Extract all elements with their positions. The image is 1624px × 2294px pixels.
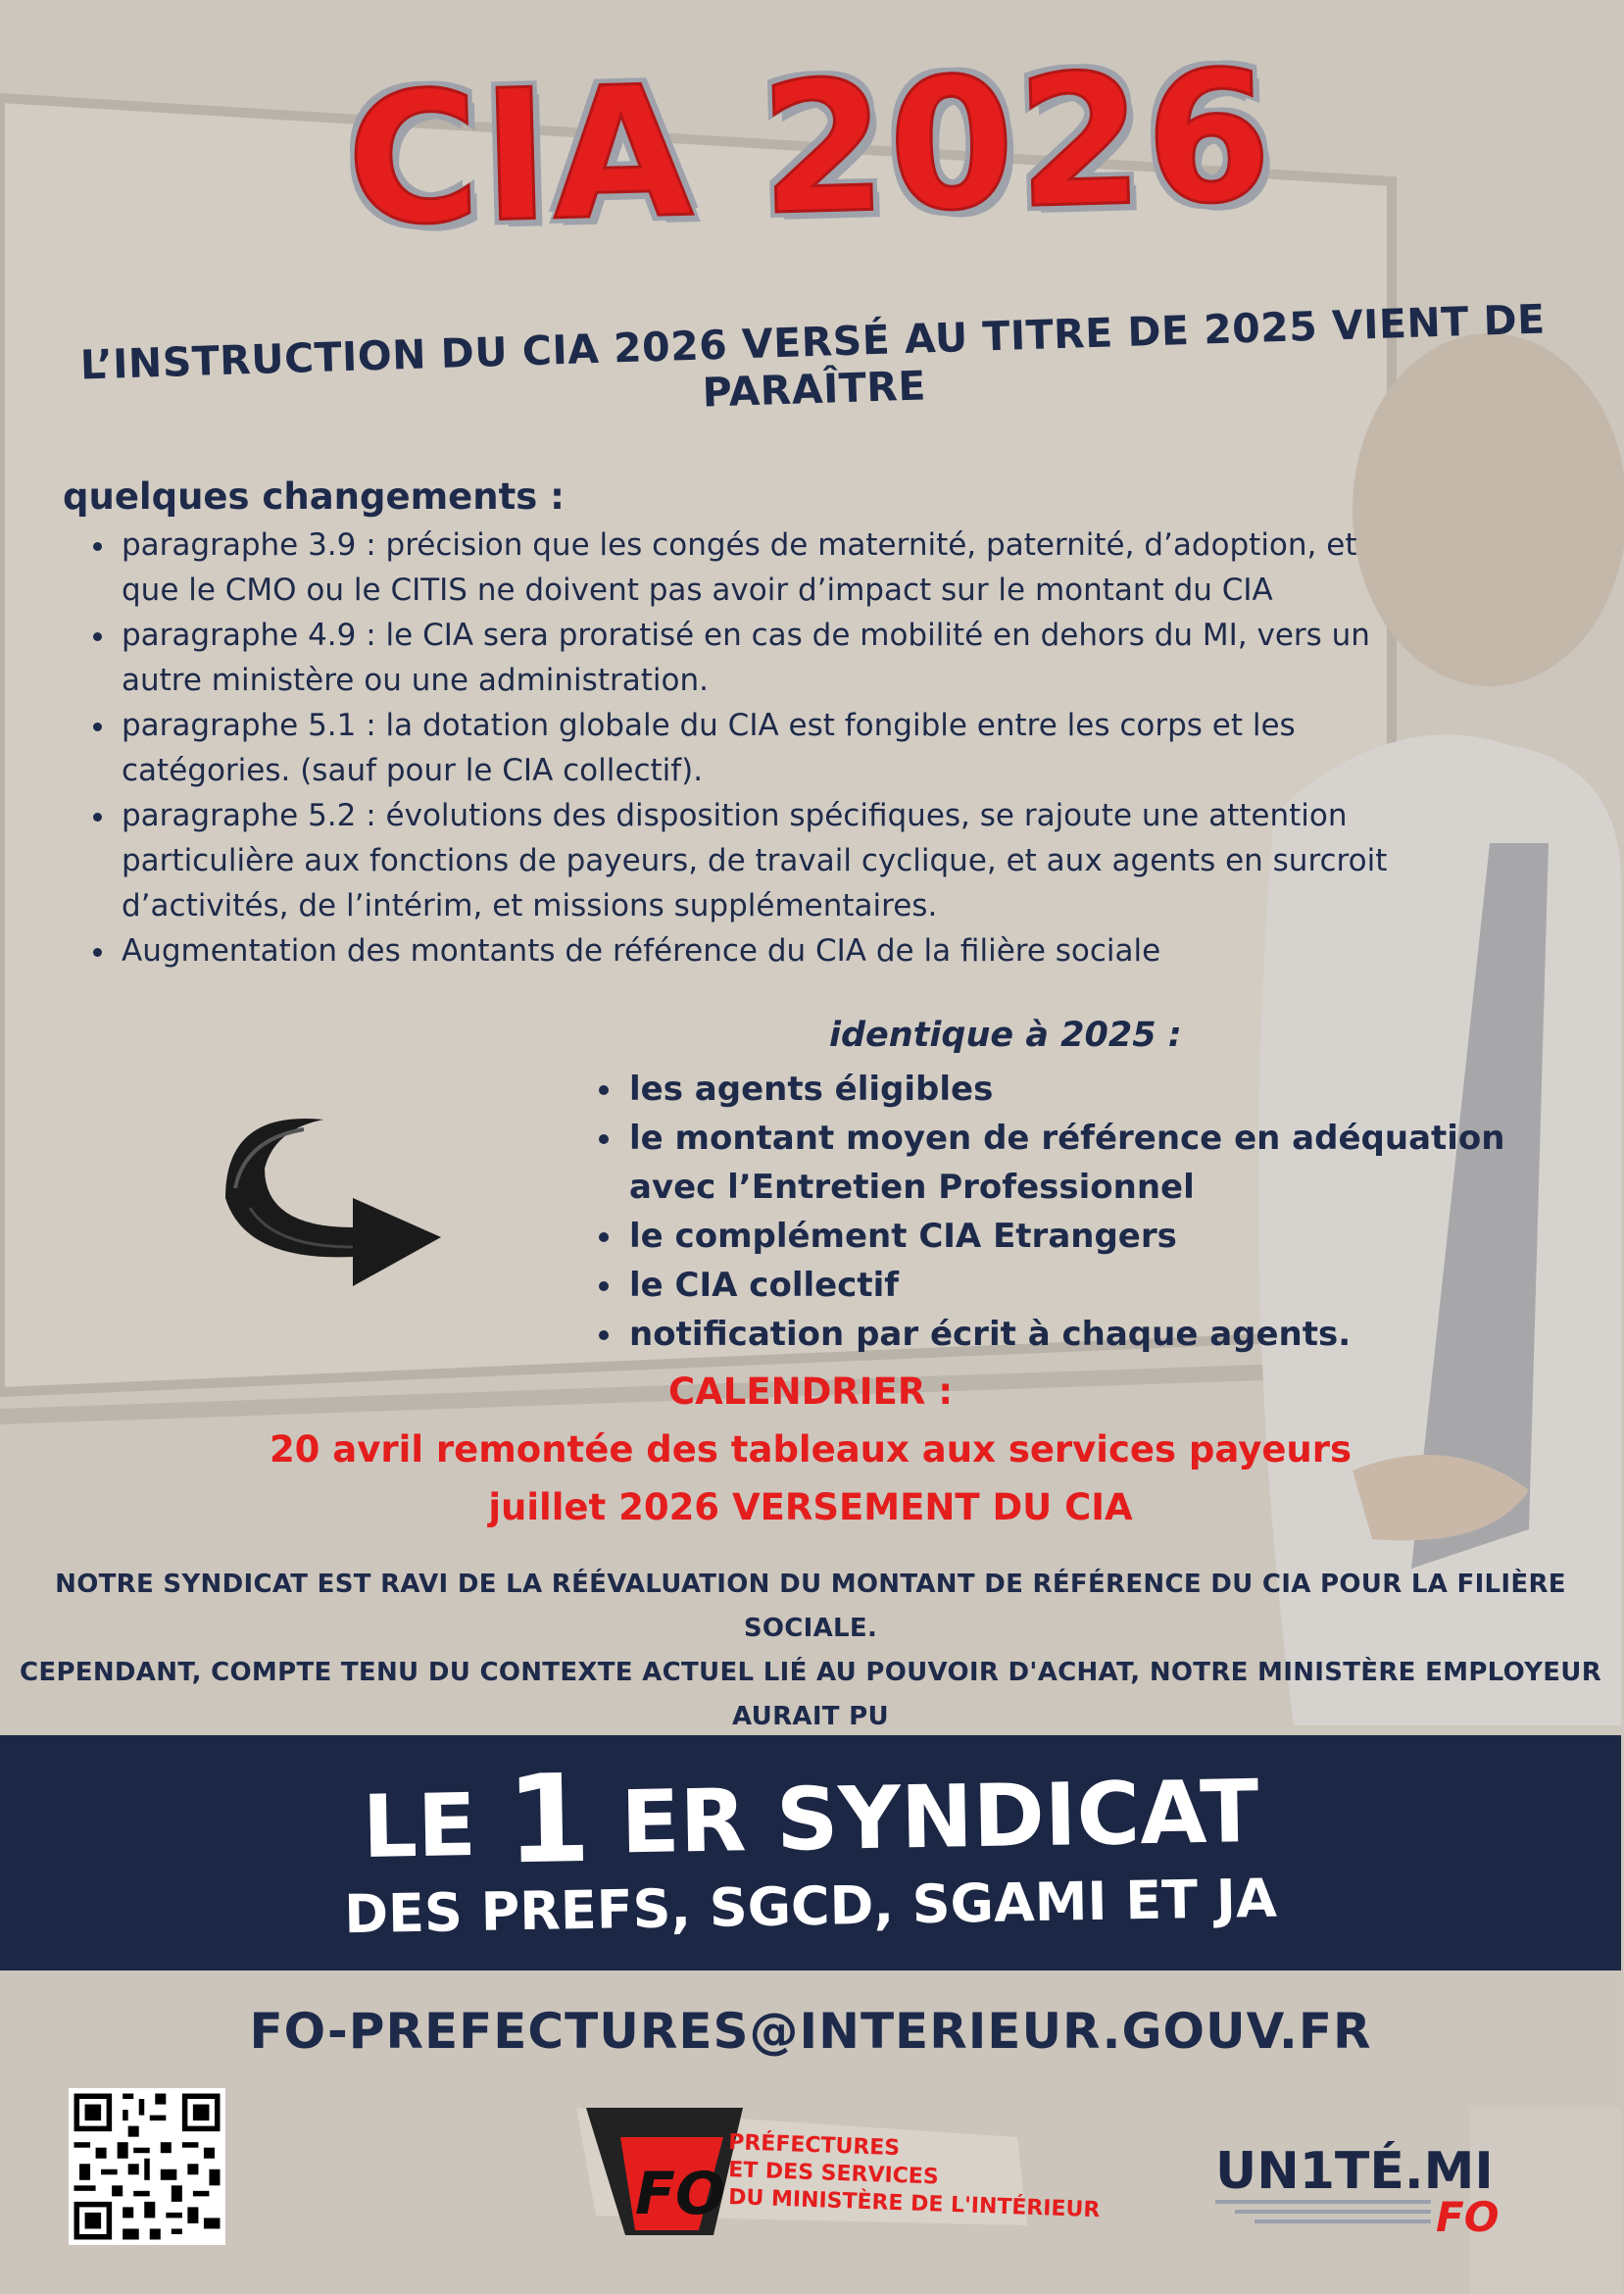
calendar-line-1: 20 avril remontée des tableaux aux services payeurs [269,1428,1353,1471]
curved-arrow-icon [206,1090,451,1286]
svg-text:FO: FO [1436,2193,1500,2241]
list-item: • le CIA collectif [625,1261,1507,1310]
banner-prefix: LE [361,1773,477,1877]
list-item: • le montant moyen de référence en adéquation avec l’Entretien Professionnel [625,1114,1507,1212]
banner-suffix: ER SYNDICAT [619,1761,1260,1873]
list-item: • paragraphe 3.9 : précision que les congés de maternité, paternité, d’adoption, et que le CMO ou le CITIS ne doivent pas avoir d’impact sur le montant du CIA [118,523,1411,613]
changes-heading: quelques changements : [63,475,565,518]
list-item: • notification par écrit à chaque agents. [625,1310,1507,1359]
banner-subline: DES PREFS, SGCD, SGAMI ET JA [343,1867,1278,1946]
svg-text:ET DES SERVICES: ET DES SERVICES [727,2158,940,2190]
list-item: • paragraphe 5.1 : la dotation globale du CIA est fongible entre les corps et les catégories. (sauf pour le CIA collectif). [118,703,1411,793]
unite-mi-logo [1215,2137,1509,2255]
statement-line: NOTRE SYNDICAT EST RAVI DE LA RÉÉVALUATION DU MONTANT DE RÉFÉRENCE DU CIA POUR LA FILIÈRE SOCIALE. [55,1570,1566,1643]
subtitle: L’INSTRUCTION DU CIA 2026 VERSÉ AU TITRE DE 2025 VIENT DE PARAÎTRE [79,295,1547,417]
list-item: • paragraphe 5.2 : évolutions des disposition spécifiques, se rajoute une attention particulière aux fonctions de payeurs, de travail cyclique, et aux agents en surcroit d’activités, de l’intérim, et missions supplémentaires. [118,793,1411,928]
qr-code-icon[interactable] [69,2088,225,2245]
changes-list [80,523,1411,973]
contact-email[interactable]: FO-PREFECTURES@INTERIEUR.GOUV.FR [249,2003,1372,2060]
page-title: CIA 2026 [344,31,1277,267]
list-item: • paragraphe 4.9 : le CIA sera proratisé en cas de mobilité en dehors du MI, vers un autre ministère ou une administration. [118,613,1411,703]
fo-prefectures-logo [566,2088,1101,2245]
calendar-line-2: juillet 2026 VERSEMENT DU CIA [488,1486,1133,1528]
same-list [588,1065,1507,1359]
list-item: • le complément CIA Etrangers [625,1212,1507,1261]
statement-line: CEPENDANT, COMPTE TENU DU CONTEXTE ACTUEL LIÉ AU POUVOIR D'ACHAT, NOTRE MINISTÈRE EMPLOYEUR AURAIT PU [20,1658,1602,1731]
list-item: • Augmentation des montants de référence du CIA de la filière sociale [118,928,1411,973]
svg-text:PRÉFECTURES: PRÉFECTURES [727,2130,901,2162]
calendar-title: CALENDRIER : [667,1371,954,1413]
banner-number: 1 [505,1748,593,1892]
svg-text:UN1TÉ.MI: UN1TÉ.MI [1215,2142,1494,2201]
same-heading: identique à 2025 : [829,1016,1182,1055]
svg-text:DU MINISTÈRE DE L'INTÉRIEUR: DU MINISTÈRE DE L'INTÉRIEUR [727,2185,1101,2223]
list-item: • les agents éligibles [625,1065,1507,1114]
svg-text:FO: FO [635,2160,725,2228]
